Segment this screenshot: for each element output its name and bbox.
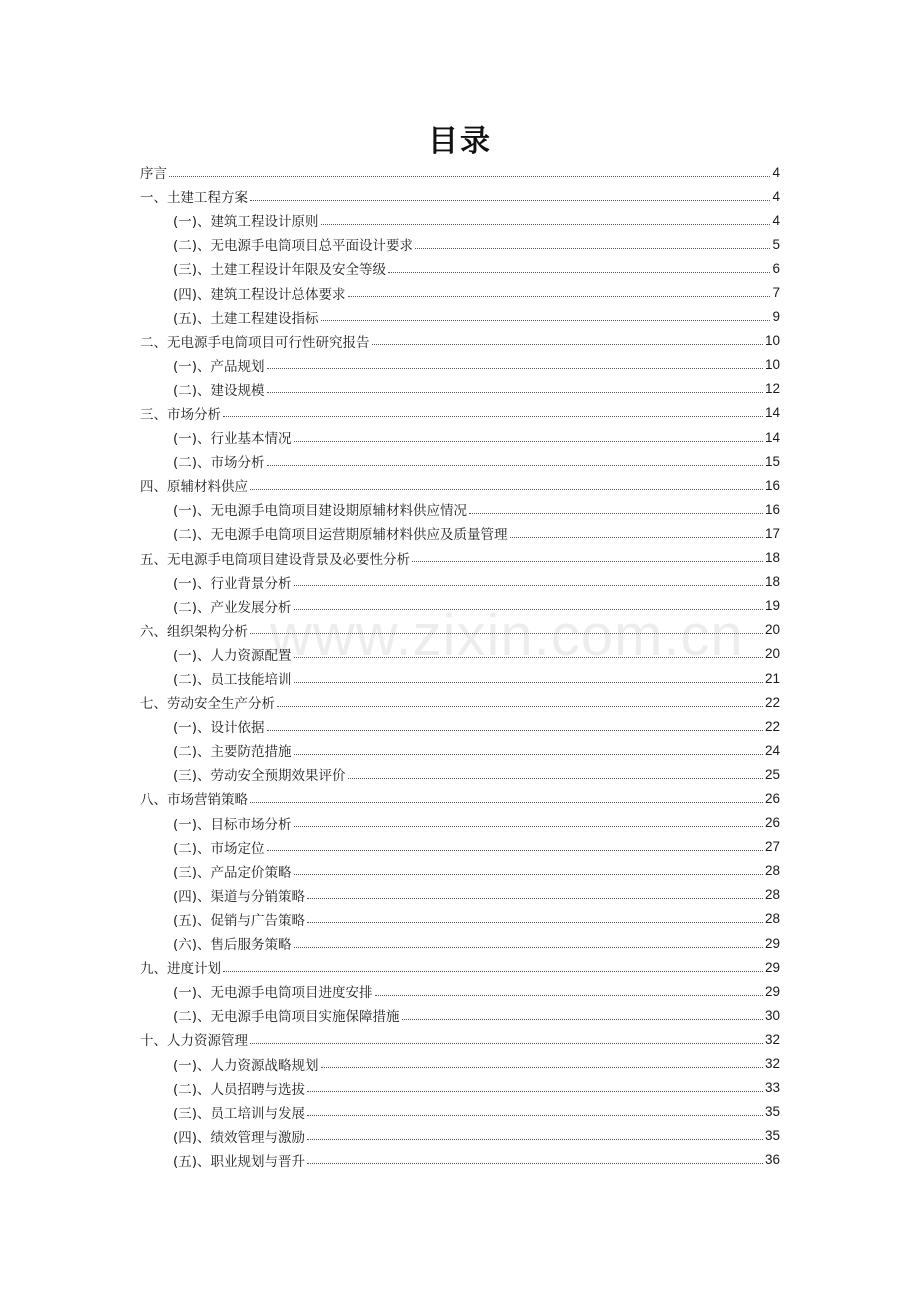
toc-entry-page: 16: [764, 501, 780, 517]
dot-leader: [250, 633, 763, 634]
toc-entry-label: (二)、市场分析: [173, 455, 265, 472]
dot-leader: [348, 778, 763, 779]
dot-leader: [307, 898, 763, 899]
toc-entry-label: (一)、无电源手电筒项目建设期原辅材料供应情况: [173, 503, 468, 520]
toc-entry-label: (一)、行业基本情况: [173, 431, 292, 448]
toc-entry-page: 20: [764, 646, 780, 662]
toc-entry[interactable]: [140, 642, 780, 666]
toc-entry-page: 10: [764, 333, 780, 349]
toc-entry-label: (二)、建设规模: [173, 382, 265, 399]
toc-entry-label: (六)、售后服务策略: [173, 937, 292, 954]
watermark: www.zixin.com.cn: [270, 603, 744, 668]
toc-entry-label: (二)、人员招聘与选拔: [173, 1081, 306, 1098]
dot-leader: [294, 682, 763, 683]
toc-entry[interactable]: [140, 208, 780, 232]
dot-leader: [294, 585, 763, 586]
dot-leader: [307, 1139, 763, 1140]
toc-entry[interactable]: [140, 1100, 780, 1124]
toc-entry-label: (一)、产品规划: [173, 358, 265, 375]
dot-leader: [307, 1091, 763, 1092]
dot-leader: [250, 1043, 763, 1044]
toc-entry[interactable]: [140, 907, 780, 931]
dot-leader: [294, 874, 763, 875]
toc-entry-label: (五)、促销与广告策略: [173, 912, 306, 929]
toc-entry-label: (一)、人力资源配置: [173, 647, 292, 664]
toc-entry-page: 36: [764, 1152, 780, 1168]
toc-entry-label: 序言: [140, 166, 167, 183]
dot-leader: [267, 392, 763, 393]
dot-leader: [223, 971, 763, 972]
toc-entry-page: 35: [764, 1104, 780, 1120]
dot-leader: [402, 1019, 763, 1020]
toc-entry[interactable]: [140, 1076, 780, 1100]
toc-entry-page: 18: [764, 574, 780, 590]
dot-leader: [415, 248, 770, 249]
page-title: 目录: [428, 124, 492, 159]
toc-entry-label: (一)、建筑工程设计原则: [173, 214, 319, 231]
toc-entry-label: (一)、目标市场分析: [173, 816, 292, 833]
toc-entry-label: 三、市场分析: [140, 406, 221, 423]
toc-entry[interactable]: [140, 497, 780, 521]
toc-entry-label: (二)、员工技能培训: [173, 672, 292, 689]
toc-entry-page: 21: [764, 670, 780, 686]
toc-entry-page: 19: [764, 598, 780, 614]
toc-entry[interactable]: [140, 329, 780, 353]
toc-entry[interactable]: [140, 546, 780, 570]
dot-leader: [267, 465, 763, 466]
toc-entry[interactable]: [140, 859, 780, 883]
toc-entry-label: (五)、土建工程建设指标: [173, 310, 319, 327]
toc-entry[interactable]: [140, 521, 780, 545]
toc-entry[interactable]: [140, 979, 780, 1003]
toc-entry-label: (三)、产品定价策略: [173, 864, 292, 881]
toc-entry-label: 五、无电源手电筒项目建设背景及必要性分析: [140, 551, 410, 568]
dot-leader: [294, 947, 763, 948]
toc-entry-label: (一)、设计依据: [173, 720, 265, 737]
toc-entry-label: 二、无电源手电筒项目可行性研究报告: [140, 334, 370, 351]
dot-leader: [277, 706, 763, 707]
toc-entry-page: 15: [764, 453, 780, 469]
toc-entry[interactable]: [140, 160, 780, 184]
toc-entry[interactable]: [140, 280, 780, 304]
toc-entry-page: 22: [764, 718, 780, 734]
toc-entry-page: 14: [764, 429, 780, 445]
toc-entry-page: 4: [772, 164, 780, 180]
toc-entry[interactable]: [140, 835, 780, 859]
toc-entry-label: 九、进度计划: [140, 961, 221, 978]
toc-entry[interactable]: [140, 232, 780, 256]
toc-entry-label: 六、组织架构分析: [140, 623, 248, 640]
toc-entry-label: (四)、建筑工程设计总体要求: [173, 286, 346, 303]
dot-leader: [294, 657, 763, 658]
toc-entry-page: 30: [764, 1007, 780, 1023]
toc-entry-label: (一)、行业背景分析: [173, 575, 292, 592]
dot-leader: [267, 850, 763, 851]
toc-entry-label: (二)、无电源手电筒项目实施保障措施: [173, 1009, 400, 1026]
toc-entry-label: (四)、渠道与分销策略: [173, 888, 306, 905]
toc-entry-page: 35: [764, 1128, 780, 1144]
toc-entry[interactable]: [140, 1003, 780, 1027]
toc-entry-label: (二)、无电源手电筒项目运营期原辅材料供应及质量管理: [173, 527, 508, 544]
dot-leader: [469, 513, 763, 514]
toc-entry-label: 一、土建工程方案: [140, 190, 248, 207]
toc-entry-label: 七、劳动安全生产分析: [140, 696, 275, 713]
dot-leader: [294, 441, 763, 442]
dot-leader: [412, 561, 763, 562]
dot-leader: [294, 826, 763, 827]
toc-entry-page: 20: [764, 622, 780, 638]
toc-entry[interactable]: [140, 618, 780, 642]
toc-entry-page: 7: [772, 285, 780, 301]
toc-entry[interactable]: [140, 449, 780, 473]
dot-leader: [267, 368, 763, 369]
toc-entry[interactable]: [140, 811, 780, 835]
dot-leader: [294, 754, 763, 755]
toc-entry-page: 10: [764, 357, 780, 373]
dot-leader: [267, 730, 763, 731]
toc-entry-page: 4: [772, 188, 780, 204]
toc-entry[interactable]: [140, 256, 780, 280]
toc-entry-label: (二)、市场定位: [173, 840, 265, 857]
dot-leader: [372, 344, 763, 345]
toc-entry-label: (二)、产业发展分析: [173, 599, 292, 616]
dot-leader: [169, 176, 770, 177]
dot-leader: [321, 320, 771, 321]
dot-leader: [250, 802, 763, 803]
dot-leader: [307, 922, 763, 923]
toc-entry[interactable]: [140, 738, 780, 762]
toc-entry-page: 27: [764, 839, 780, 855]
toc-entry-page: 32: [764, 1031, 780, 1047]
toc-entry-page: 9: [772, 309, 780, 325]
toc-entry-page: 12: [764, 381, 780, 397]
toc-entry-page: 17: [764, 525, 780, 541]
toc-entry-page: 28: [764, 887, 780, 903]
toc-entry[interactable]: [140, 353, 780, 377]
toc-entry-page: 14: [764, 405, 780, 421]
dot-leader: [510, 537, 763, 538]
toc-entry[interactable]: [140, 401, 780, 425]
toc-entry[interactable]: [140, 931, 780, 955]
toc-entry-label: (二)、无电源手电筒项目总平面设计要求: [173, 238, 414, 255]
toc-entry-page: 29: [764, 983, 780, 999]
toc-entry-page: 4: [772, 212, 780, 228]
toc-entry[interactable]: [140, 1148, 780, 1172]
toc-entry-label: (一)、人力资源战略规划: [173, 1057, 319, 1074]
toc-entry-label: (四)、绩效管理与激励: [173, 1129, 306, 1146]
toc-entry-page: 25: [764, 766, 780, 782]
dot-leader: [250, 489, 763, 490]
toc-entry[interactable]: [140, 955, 780, 979]
table-of-contents: [140, 160, 780, 1172]
toc-entry[interactable]: [140, 570, 780, 594]
toc-entry-page: 26: [764, 815, 780, 831]
dot-leader: [321, 224, 771, 225]
toc-entry-page: 29: [764, 959, 780, 975]
toc-entry[interactable]: [140, 1124, 780, 1148]
toc-entry-label: 四、原辅材料供应: [140, 479, 248, 496]
toc-entry[interactable]: [140, 690, 780, 714]
dot-leader: [348, 296, 771, 297]
toc-entry[interactable]: [140, 883, 780, 907]
toc-entry[interactable]: [140, 184, 780, 208]
toc-entry-label: (一)、无电源手电筒项目进度安排: [173, 985, 373, 1002]
toc-entry[interactable]: [140, 714, 780, 738]
toc-entry-page: 22: [764, 694, 780, 710]
dot-leader: [223, 416, 763, 417]
dot-leader: [321, 1067, 763, 1068]
dot-leader: [375, 995, 763, 996]
toc-entry[interactable]: [140, 666, 780, 690]
toc-entry-page: 16: [764, 477, 780, 493]
toc-entry-page: 18: [764, 550, 780, 566]
toc-entry[interactable]: [140, 594, 780, 618]
toc-entry[interactable]: [140, 305, 780, 329]
dot-leader: [294, 609, 763, 610]
toc-entry-label: (三)、劳动安全预期效果评价: [173, 768, 346, 785]
toc-entry-page: 6: [772, 260, 780, 276]
toc-entry[interactable]: [140, 762, 780, 786]
toc-entry-page: 33: [764, 1080, 780, 1096]
toc-entry-label: (三)、员工培训与发展: [173, 1105, 306, 1122]
toc-entry-page: 5: [772, 236, 780, 252]
toc-entry-label: 八、市场营销策略: [140, 792, 248, 809]
toc-entry[interactable]: [140, 377, 780, 401]
toc-entry-page: 32: [764, 1056, 780, 1072]
toc-entry-label: 十、人力资源管理: [140, 1033, 248, 1050]
toc-entry-label: (五)、职业规划与晋升: [173, 1153, 306, 1170]
toc-entry[interactable]: [140, 425, 780, 449]
toc-entry[interactable]: [140, 473, 780, 497]
dot-leader: [250, 200, 770, 201]
dot-leader: [388, 272, 770, 273]
toc-entry-page: 29: [764, 935, 780, 951]
toc-entry-page: 28: [764, 911, 780, 927]
toc-entry-page: 24: [764, 742, 780, 758]
toc-entry[interactable]: [140, 1051, 780, 1075]
toc-entry-label: (二)、主要防范措施: [173, 744, 292, 761]
toc-entry[interactable]: [140, 786, 780, 810]
dot-leader: [307, 1163, 763, 1164]
toc-entry[interactable]: [140, 1027, 780, 1051]
toc-entry-label: (三)、土建工程设计年限及安全等级: [173, 262, 387, 279]
toc-entry-page: 26: [764, 790, 780, 806]
toc-entry-page: 28: [764, 863, 780, 879]
dot-leader: [307, 1115, 763, 1116]
